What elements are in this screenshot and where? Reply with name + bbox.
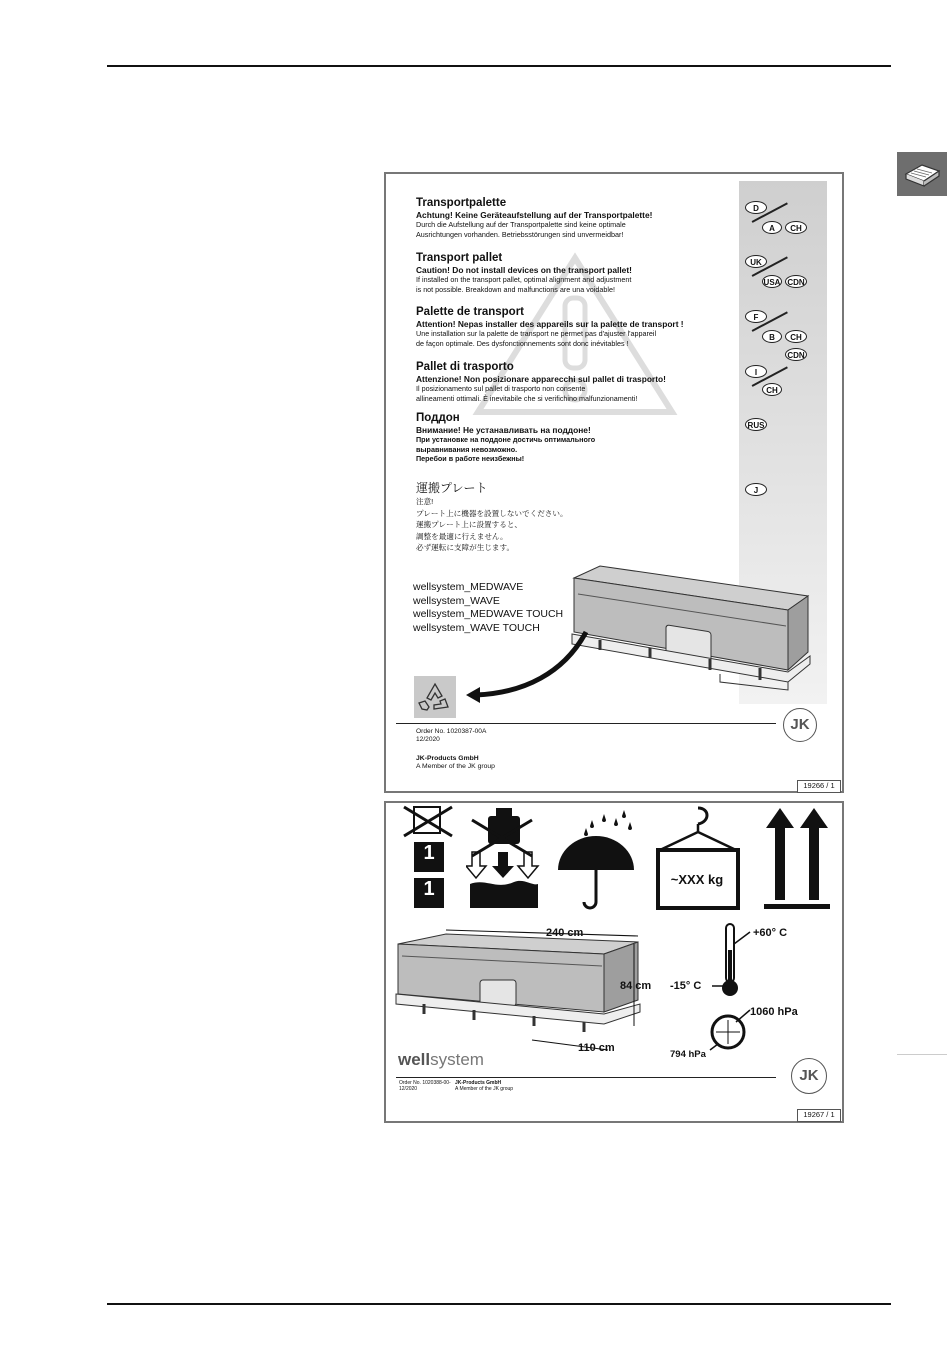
block-title: Pallet di trasporto: [416, 361, 514, 373]
wellsystem-logo: [398, 1050, 484, 1070]
country-code: USA: [762, 275, 782, 288]
block-line: de façon optimale. Des dysfonctionnements sont donc inévitables !: [416, 338, 629, 348]
country-code: RUS: [745, 418, 767, 431]
block-line: プレート上に機器を設置しないでください。: [416, 508, 568, 518]
order-number: Order No. 1020387-00A: [416, 728, 487, 735]
company-name: JK-Products GmbH: [416, 755, 479, 762]
block-line: allineamenti ottimali. È inevitabile che si verifichino malfunzionamenti!: [416, 393, 638, 403]
block-warning: Caution! Do not install devices on the transport pallet!: [416, 265, 632, 275]
country-code: F: [745, 310, 767, 323]
stack-count-top: 1: [423, 842, 435, 864]
text-block-fr: [416, 306, 736, 348]
book-icon: [897, 152, 947, 196]
block-warning: Attention! Nepas installer des appareils sur la palette de transport !: [416, 319, 684, 329]
block-line: 運搬プレート上に設置すると、: [416, 520, 523, 529]
model-name: wellsystem_MEDWAVE TOUCH: [413, 608, 564, 621]
label-divider: [396, 1077, 776, 1078]
this-way-up-icon: [764, 806, 832, 910]
reference-number: 19267 / 1: [797, 1109, 841, 1122]
block-line: выравнивания невозможно.: [416, 444, 518, 454]
height-dimension: 84 cm: [620, 980, 652, 992]
country-code: UK: [745, 255, 767, 268]
order-date: 12/2020: [399, 1086, 418, 1092]
country-code: A: [762, 221, 782, 234]
block-line: 注意!: [416, 497, 434, 506]
block-line: 必ず運転に支障が生じます。: [416, 543, 515, 552]
country-code: J: [745, 483, 767, 496]
model-name: wellsystem_MEDWAVE: [413, 581, 524, 593]
company-member: A Member of the JK group: [455, 1086, 514, 1092]
center-of-gravity-icon: [656, 806, 740, 910]
disposal-arrow: [464, 628, 594, 708]
pallet-illustration: [560, 560, 812, 695]
order-date: 12/2020: [416, 736, 440, 743]
thermometer-icon: [704, 920, 756, 998]
block-line: Ausrichtungen vorhanden. Betriebsstörungen sind unvermeidbar!: [416, 229, 624, 239]
block-title: 運搬プレート: [416, 481, 488, 495]
label-divider: [396, 723, 776, 724]
country-code: CH: [785, 330, 807, 343]
block-line: Durch die Aufstellung auf der Transportpalette sind keine optimale: [416, 220, 626, 229]
jk-logo: JK: [783, 708, 817, 742]
country-code: CDN: [785, 348, 807, 361]
block-line: 調整を最適に行えません。: [416, 531, 508, 541]
block-title: Transport pallet: [416, 252, 503, 264]
temperature-min: -15° C: [670, 980, 702, 992]
side-divider: [897, 1054, 947, 1055]
text-block-it: [416, 361, 736, 403]
model-name: wellsystem_WAVE: [413, 594, 500, 607]
block-line: If installed on the transport pallet, optimal alignment and adjustment: [416, 275, 632, 284]
pressure-min: 794 hPa: [670, 1049, 706, 1060]
country-code: CDN: [785, 275, 807, 288]
stack-count-bottom: 1: [423, 878, 435, 900]
country-code: B: [762, 330, 782, 343]
text-block-ru: [416, 412, 736, 464]
header-rule: [107, 65, 891, 67]
block-line: is not possible. Breakdown and malfunctions are una voidable!: [416, 284, 615, 294]
order-info: [399, 1080, 451, 1092]
block-title: Поддон: [416, 412, 460, 424]
brand-part: system: [430, 1050, 484, 1069]
company-member: A Member of the JK group: [416, 763, 495, 770]
length-dimension: 240 cm: [546, 927, 584, 939]
load-limit-icon: [466, 806, 542, 910]
brand-part: well: [398, 1050, 431, 1069]
country-code: CH: [762, 383, 782, 396]
block-warning: Attenzione! Non posizionare apparecchi sul pallet di trasporto!: [416, 374, 666, 384]
keep-dry-icon: [556, 806, 636, 910]
reference-number: 19266 / 1: [797, 780, 841, 793]
text-block-en: [416, 252, 736, 294]
manual-section-tab[interactable]: [897, 152, 947, 196]
block-line: При установке на поддоне достичь оптимального: [416, 435, 596, 444]
block-line: Il posizionamento sul pallet di trasporto non consente: [416, 384, 586, 393]
width-dimension: 110 cm: [578, 1042, 615, 1054]
order-info: [416, 728, 486, 744]
jk-logo: JK: [791, 1058, 827, 1094]
model-name: wellsystem_WAVE TOUCH: [413, 621, 540, 634]
block-title: Transportpalette: [416, 197, 507, 209]
company-info: [455, 1080, 513, 1092]
weight-value: ~XXX kg: [670, 872, 724, 887]
country-code: CH: [785, 221, 807, 234]
block-title: Palette de transport: [416, 306, 524, 318]
block-line: Une installation sur la palette de transport ne permet pas d'ajuster l'appareil: [416, 329, 657, 338]
text-block-ja: [416, 479, 736, 554]
country-code: D: [745, 201, 767, 214]
country-code: I: [745, 365, 767, 378]
order-number: Order No. 1020388-00-: [399, 1080, 451, 1086]
pressure-max: 1060 hPa: [750, 1006, 798, 1018]
block-warning: Achtung! Keine Geräteaufstellung auf der Transportpalette!: [416, 210, 653, 220]
company-name: JK-Products GmbH: [455, 1080, 502, 1086]
block-line: Перебои в работе неизбежны!: [416, 454, 525, 464]
company-info: [416, 755, 495, 771]
recycle-icon: [414, 676, 456, 718]
temperature-max: +60° C: [753, 927, 788, 939]
text-block-de: [416, 197, 736, 239]
footer-rule: [107, 1303, 891, 1305]
block-warning: Внимание! Не устанавливать на поддоне!: [416, 425, 591, 435]
